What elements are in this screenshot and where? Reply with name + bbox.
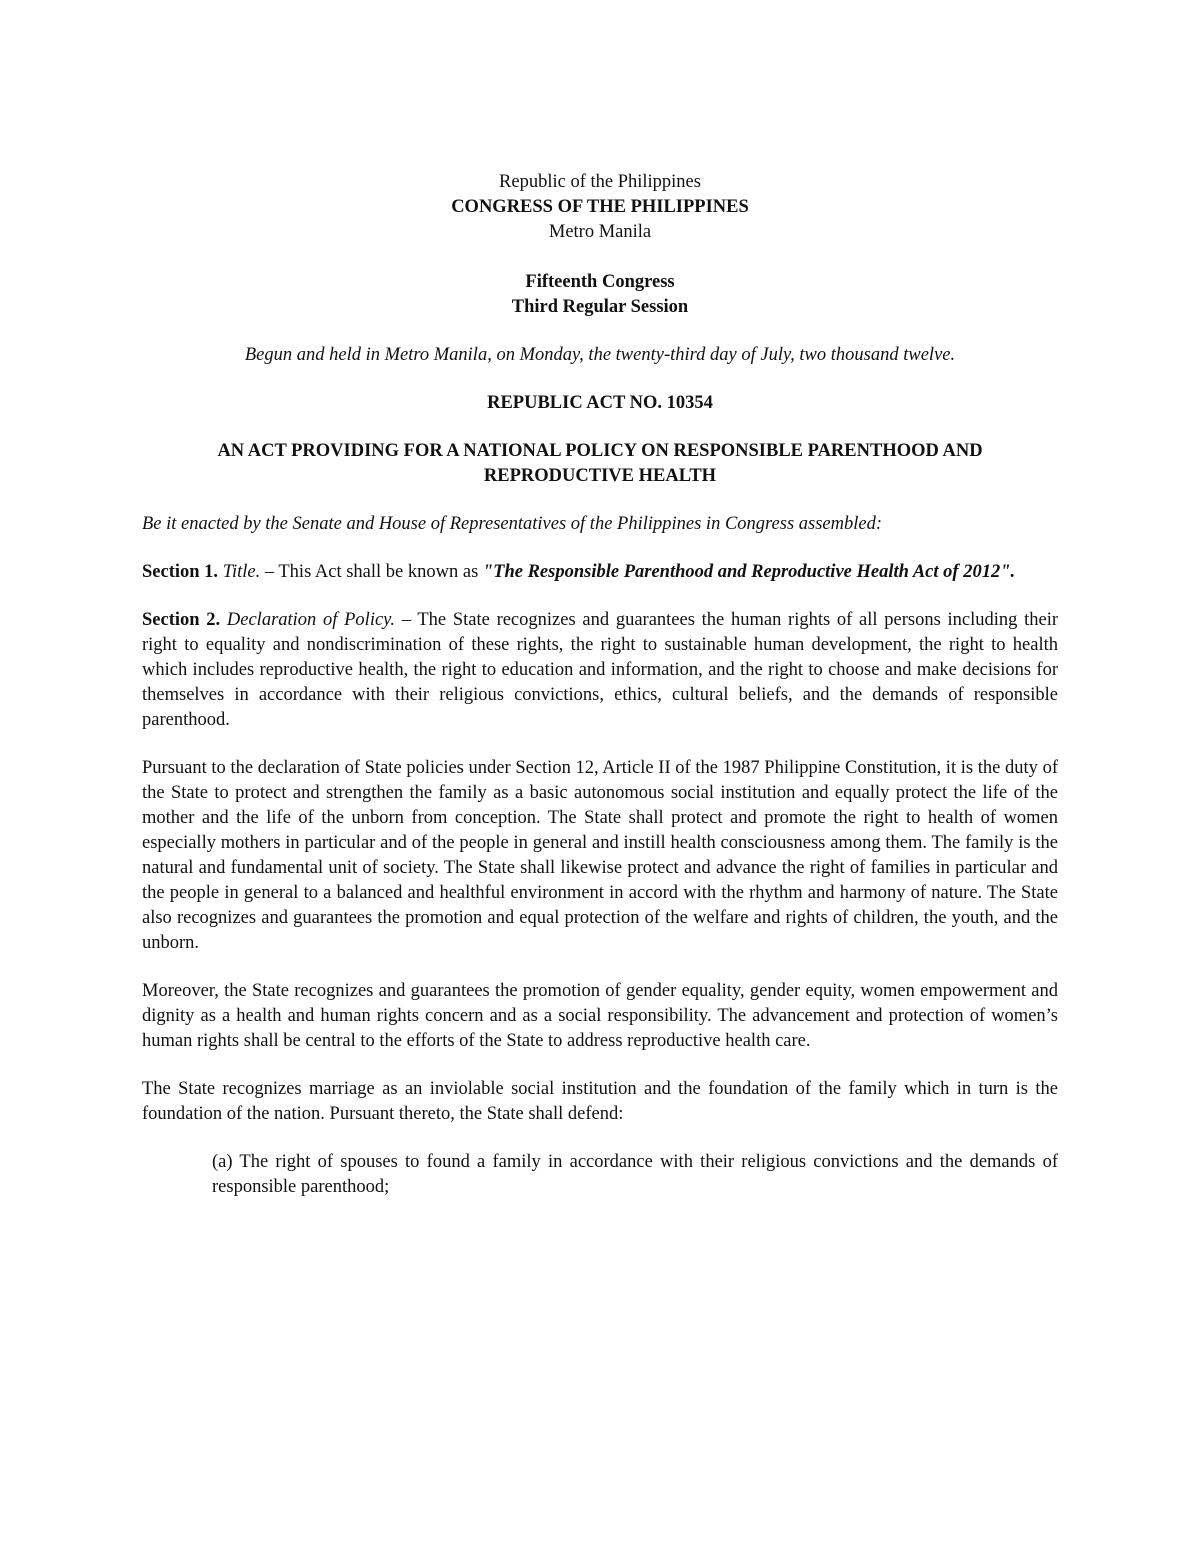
act-title-line-1: AN ACT PROVIDING FOR A NATIONAL POLICY ON RESPONSIBLE PARENTHOOD AND xyxy=(217,441,983,461)
section-1-quoted-title: "The Responsible Parenthood and Reproductive Health Act of 2012". xyxy=(482,562,1016,582)
paragraph: Moreover, the State recognizes and guarantees the promotion of gender equality, gender equity, women empowerment and dignity as a health and human rights concern and as a social responsibility. The advancement and protection of women’s human rights shall be central to the efforts of the State to address reproductive health care. xyxy=(142,981,1058,1051)
section-2-text: – The State recognizes and guarantees the human rights of all persons including their right to equality and nondiscrimination of these rights, the right to sustainable human development, the right to health which includes reproductive health, the right to education and information, and the right to choose and make decisions for themselves in accordance with their religious convictions, ethics, cultural beliefs, and the demands of responsible parenthood. xyxy=(142,610,1059,730)
begun-text: Begun and held in Metro Manila, on Monday, the twenty-third day of July, two thousand twelve. xyxy=(244,345,956,365)
session-info xyxy=(142,270,1058,320)
act-title-line-2: REPRODUCTIVE HEALTH xyxy=(483,466,717,486)
paragraph: The State recognizes marriage as an inviolable social institution and the foundation of the family which in turn is the foundation of the nation. Pursuant thereto, the State shall defend: xyxy=(142,1079,1058,1124)
act-number: REPUBLIC ACT NO. 10354 xyxy=(487,393,713,413)
section-1-text: – This Act shall be known as xyxy=(260,562,483,582)
paragraph: Pursuant to the declaration of State policies under Section 12, Article II of the 1987 Philippine Constitution, it is the duty of the State to protect and strengthen the family as a basic autonomous social institution and equally protect the life of the mother and the life of the unborn from conception. The State shall protect and promote the right to health of women especially mothers in particular and of the people in general and instill health consciousness among them. The family is the natural and fundamental unit of society. The State shall likewise protect and advance the right of families in particular and the people in general to a balanced and healthful environment in accord with the rhythm and harmony of nature. The State also recognizes and guarantees the promotion and equal protection of the welfare and rights of children, the youth, and the unborn. xyxy=(142,758,1058,953)
congress-line: CONGRESS OF THE PHILIPPINES xyxy=(451,197,749,217)
section-2-heading: Declaration of Policy. xyxy=(226,610,395,630)
section-1-label: Section 1. xyxy=(142,562,219,582)
section-2 xyxy=(142,608,1058,733)
section-2-label: Section 2. xyxy=(142,610,221,630)
list-item-a: (a) The right of spouses to found a family in accordance with their religious convictions and the demands of responsible parenthood; xyxy=(212,1152,1058,1197)
document-header xyxy=(142,170,1058,245)
congress-number: Fifteenth Congress xyxy=(525,272,675,292)
document-page xyxy=(142,170,1058,1200)
republic-line: Republic of the Philippines xyxy=(499,172,701,192)
section-1 xyxy=(142,560,1058,585)
section-1-heading: Title. xyxy=(222,562,261,582)
enacting-clause: Be it enacted by the Senate and House of Representatives of the Philippines in Congress assembled: xyxy=(142,514,883,534)
act-title xyxy=(142,439,1058,489)
regular-session: Third Regular Session xyxy=(511,297,689,317)
metro-manila-line: Metro Manila xyxy=(548,222,652,242)
